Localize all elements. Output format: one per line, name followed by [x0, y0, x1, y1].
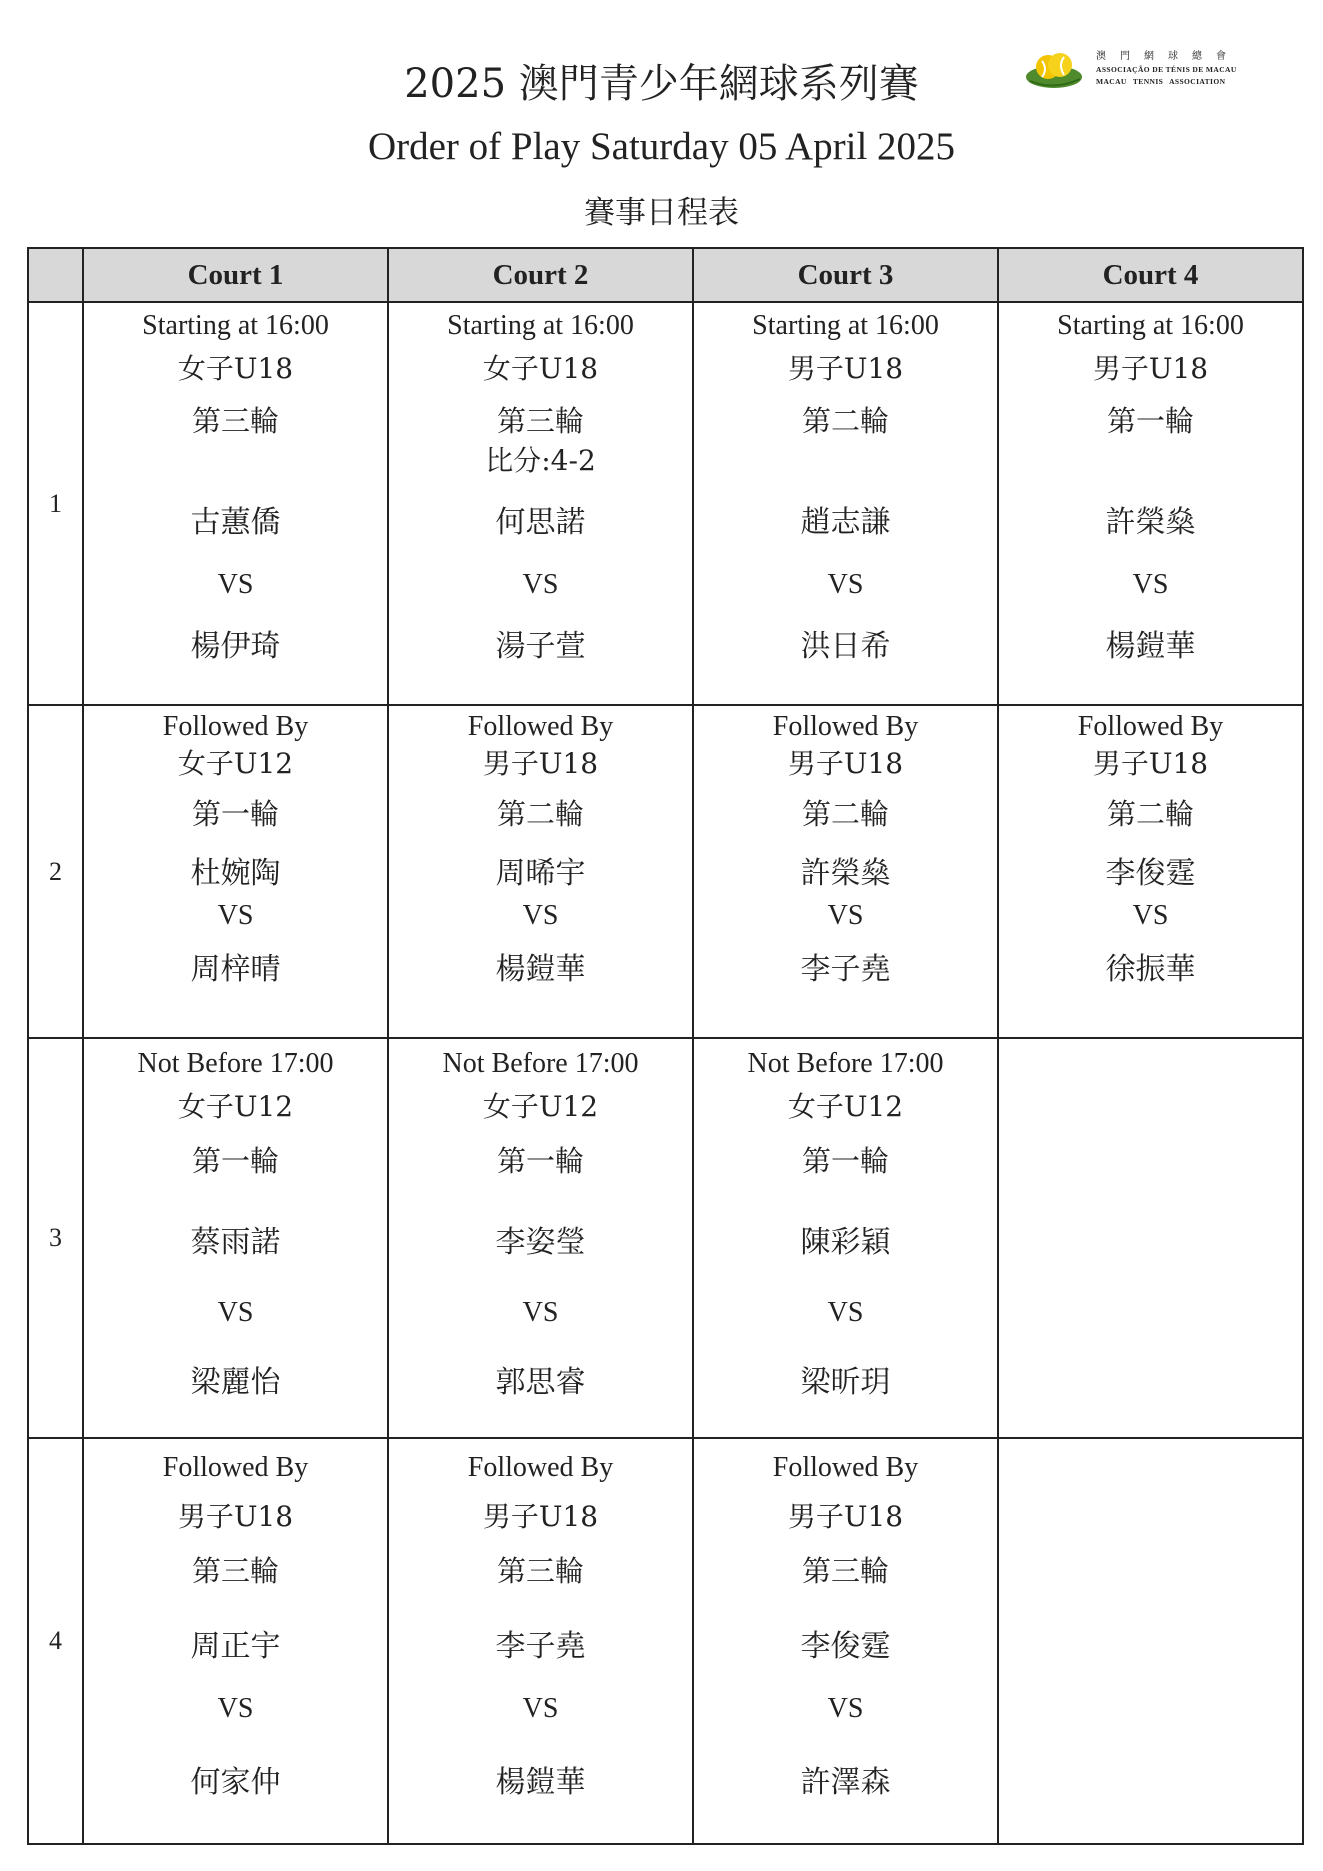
row-number: 1	[28, 302, 83, 705]
match-category: 男子U18	[787, 352, 904, 385]
match-time: Not Before 17:00	[747, 1048, 944, 1079]
player-1: 何思諾	[495, 505, 586, 540]
row-number: 2	[28, 705, 83, 1038]
vs-label: VS	[217, 1297, 254, 1328]
match-round: 第三輪	[191, 404, 279, 438]
player-2: 梁麗怡	[190, 1365, 281, 1400]
match-time: Followed By	[1077, 711, 1224, 742]
match-score: 比分:4-2	[485, 444, 596, 477]
match-cell	[83, 705, 388, 1038]
vs-label: VS	[217, 900, 254, 931]
vs-label: VS	[217, 1693, 254, 1724]
player-2: 楊伊琦	[190, 629, 281, 664]
player-2: 許澤森	[800, 1765, 891, 1800]
match-category: 女子U12	[787, 1090, 904, 1123]
player-1: 李子堯	[495, 1629, 586, 1664]
match-category: 男子U18	[482, 1500, 599, 1533]
table-header-row	[28, 248, 1303, 302]
match-time: Followed By	[162, 1452, 309, 1483]
match-round: 第三輪	[801, 1554, 889, 1588]
player-2: 楊鎧華	[495, 1765, 586, 1800]
player-1: 李姿瑩	[495, 1225, 586, 1260]
match-category: 男子U18	[1092, 352, 1209, 385]
association-logo	[1008, 30, 1266, 108]
match-cell	[388, 302, 693, 705]
match-round: 第一輪	[801, 1144, 889, 1178]
match-cell	[693, 1038, 998, 1438]
match-category: 男子U18	[177, 1500, 294, 1533]
match-cell	[83, 1438, 388, 1844]
player-2: 李子堯	[800, 952, 891, 987]
match-round: 第一輪	[191, 797, 279, 831]
player-2: 周梓晴	[190, 952, 281, 987]
match-category: 男子U18	[787, 747, 904, 780]
match-cell	[388, 1038, 693, 1438]
court-4-header: Court 4	[998, 248, 1303, 302]
player-1: 許榮燊	[800, 856, 891, 891]
player-2: 郭思睿	[495, 1365, 586, 1400]
player-2: 楊鎧華	[1105, 629, 1196, 664]
player-1: 蔡雨諾	[190, 1225, 281, 1260]
court-3-header: Court 3	[693, 248, 998, 302]
match-category: 男子U18	[787, 1500, 904, 1533]
match-category: 女子U18	[482, 352, 599, 385]
court-2-header: Court 2	[388, 248, 693, 302]
schedule-heading: 賽事日程表	[584, 195, 739, 231]
match-round: 第二輪	[801, 404, 889, 438]
player-2: 梁昕玥	[800, 1365, 891, 1400]
row-number: 3	[28, 1038, 83, 1438]
match-category: 女子U12	[482, 1090, 599, 1123]
match-round: 第二輪	[1106, 797, 1194, 831]
match-time: Followed By	[467, 1452, 614, 1483]
vs-label: VS	[827, 1693, 864, 1724]
match-time: Starting at 16:00	[1057, 310, 1244, 341]
player-2: 何家仲	[190, 1765, 281, 1800]
match-time: Not Before 17:00	[137, 1048, 334, 1079]
match-time: Followed By	[772, 711, 919, 742]
empty-match-cell	[998, 1438, 1303, 1844]
table-row	[28, 1038, 1303, 1438]
logo-name-cn: 澳門網球總會	[1096, 51, 1240, 62]
match-category: 女子U12	[177, 747, 294, 780]
match-round: 第三輪	[496, 404, 584, 438]
match-cell	[693, 705, 998, 1038]
match-time: Starting at 16:00	[142, 310, 329, 341]
vs-label: VS	[827, 1297, 864, 1328]
match-round: 第一輪	[496, 1144, 584, 1178]
match-round: 第三輪	[191, 1554, 279, 1588]
match-time: Starting at 16:00	[752, 310, 939, 341]
match-category: 女子U18	[177, 352, 294, 385]
match-cell	[998, 302, 1303, 705]
match-round: 第一輪	[1106, 404, 1194, 438]
vs-label: VS	[827, 900, 864, 931]
empty-match-cell	[998, 1038, 1303, 1438]
player-1: 李俊霆	[1105, 856, 1196, 891]
player-1: 周晞宇	[495, 856, 586, 891]
vs-label: VS	[522, 1693, 559, 1724]
court-1-header: Court 1	[83, 248, 388, 302]
match-time: Not Before 17:00	[442, 1048, 639, 1079]
match-cell	[693, 302, 998, 705]
match-time: Followed By	[467, 711, 614, 742]
match-cell	[83, 302, 388, 705]
row-number: 4	[28, 1438, 83, 1844]
match-time: Followed By	[162, 711, 309, 742]
vs-label: VS	[217, 569, 254, 600]
vs-label: VS	[522, 569, 559, 600]
page-title: 2025 澳門青少年網球系列賽	[404, 61, 919, 107]
page-subtitle: Order of Play Saturday 05 April 2025	[367, 125, 956, 168]
player-1: 陳彩穎	[800, 1225, 891, 1260]
player-2: 楊鎧華	[495, 952, 586, 987]
match-round: 第二輪	[801, 797, 889, 831]
player-2: 徐振華	[1105, 952, 1196, 987]
match-category: 男子U18	[1092, 747, 1209, 780]
match-cell	[388, 1438, 693, 1844]
match-category: 男子U18	[482, 747, 599, 780]
match-time: Followed By	[772, 1452, 919, 1483]
match-round: 第一輪	[191, 1144, 279, 1178]
match-cell	[998, 705, 1303, 1038]
player-1: 杜婉陶	[190, 856, 281, 891]
vs-label: VS	[827, 569, 864, 600]
match-round: 第三輪	[496, 1554, 584, 1588]
table-row	[28, 302, 1303, 705]
vs-label: VS	[522, 900, 559, 931]
player-1: 周正宇	[190, 1629, 281, 1664]
vs-label: VS	[522, 1297, 559, 1328]
match-cell	[388, 705, 693, 1038]
row-number-header	[28, 248, 83, 302]
match-round: 第二輪	[496, 797, 584, 831]
player-1: 趙志謙	[800, 505, 891, 540]
match-time: Starting at 16:00	[447, 310, 634, 341]
order-of-play-table	[27, 247, 1304, 1845]
tennis-ball-logo-icon	[1024, 47, 1086, 91]
vs-label: VS	[1132, 900, 1169, 931]
match-category: 女子U12	[177, 1090, 294, 1123]
logo-name-en: MACAU TENNIS ASSOCIATION	[1096, 77, 1226, 86]
player-1: 許榮燊	[1105, 505, 1196, 540]
table-row	[28, 705, 1303, 1038]
vs-label: VS	[1132, 569, 1169, 600]
table-row	[28, 1438, 1303, 1844]
match-cell	[83, 1038, 388, 1438]
player-2: 湯子萱	[495, 629, 586, 664]
match-cell	[693, 1438, 998, 1844]
player-2: 洪日希	[800, 629, 891, 664]
logo-name-pt: ASSOCIAÇÃO DE TÉNIS DE MACAU	[1096, 65, 1237, 74]
player-1: 李俊霆	[800, 1629, 891, 1664]
player-1: 古蕙僑	[190, 505, 281, 540]
